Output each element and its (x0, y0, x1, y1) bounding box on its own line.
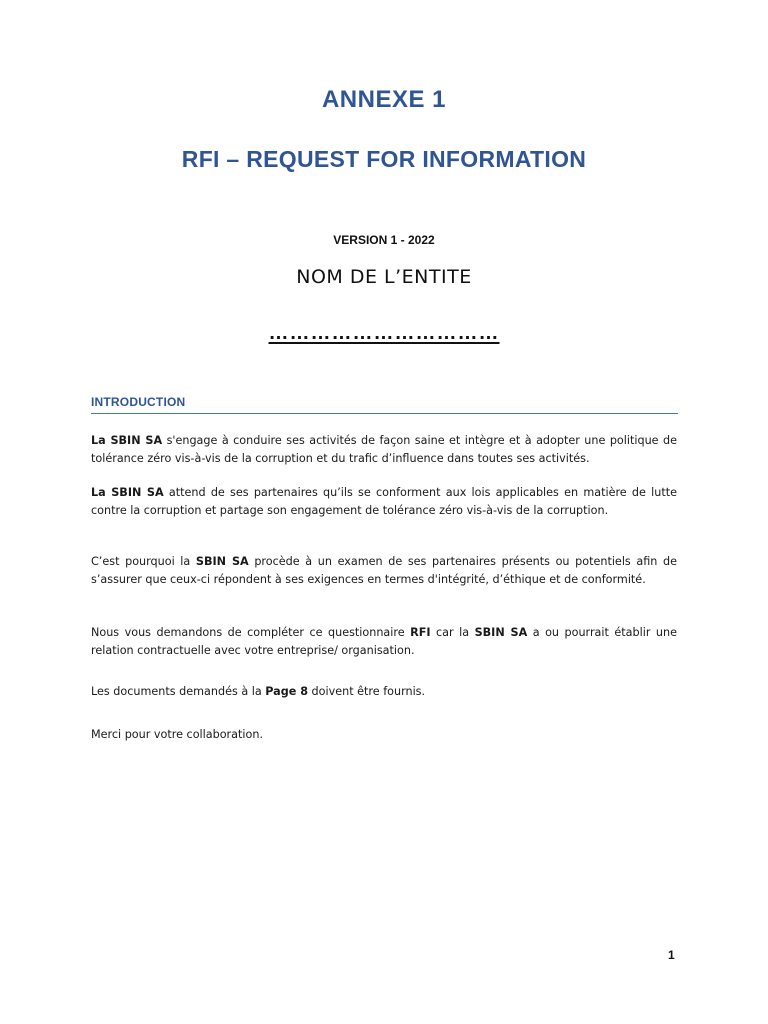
paragraph-text: s'engage à conduire ses activités de façon saine et intègre et à adopter une politique de tolérance zéro vis-à-vis de la corruption et du trafic d’influence dans toutes ses activités. (91, 434, 678, 465)
questionnaire-name: RFI (410, 626, 431, 639)
page-number: 1 (668, 948, 675, 962)
intro-paragraph-3 (91, 553, 677, 588)
intro-paragraph-4 (91, 624, 677, 659)
intro-paragraph-2 (91, 484, 677, 519)
paragraph-text: car la (430, 626, 475, 639)
entity-name-label: NOM DE L’ENTITE (296, 266, 472, 288)
paragraph-text: attend de ses partenaires qu’ils se conforment aux lois applicables en matière de lutte contre la corruption et partage son engagement de tolérance zéro vis-à-vis de la corruption. (91, 486, 677, 517)
annexe-title: ANNEXE 1 (321, 86, 447, 113)
company-name: SBIN SA (195, 555, 249, 568)
entity-name-placeholder: …………………………… (268, 322, 500, 344)
intro-paragraph-6 (91, 726, 677, 744)
introduction-heading: INTRODUCTION (91, 395, 186, 409)
paragraph-text: doivent être fournis. (308, 685, 426, 698)
intro-paragraph-5 (91, 683, 677, 701)
version-label: VERSION 1 - 2022 (333, 233, 435, 247)
paragraph-text: a ou pourrait établir une relation contractuelle avec votre entreprise/ organisation. (91, 626, 677, 657)
paragraph-text: procède à un examen de ses partenaires présents ou potentiels afin de s’assurer que ceux-ci répondent à ses exigences en termes d'intégrité, d’éthique et de conformité. (91, 555, 677, 586)
company-name: La SBIN SA (91, 486, 164, 499)
paragraph-text: Merci pour votre collaboration. (91, 728, 263, 741)
intro-paragraph-1 (91, 432, 677, 467)
paragraph-text: C’est pourquoi la (91, 555, 196, 568)
company-name: La SBIN SA (91, 434, 163, 447)
company-name: SBIN SA (474, 626, 528, 639)
paragraph-text: Nous vous demandons de compléter ce questionnaire (91, 626, 411, 639)
paragraph-text: Les documents demandés à la (91, 685, 266, 698)
page-reference: Page 8 (265, 685, 308, 698)
document-title: RFI – REQUEST FOR INFORMATION (181, 146, 587, 172)
section-divider (91, 413, 678, 414)
